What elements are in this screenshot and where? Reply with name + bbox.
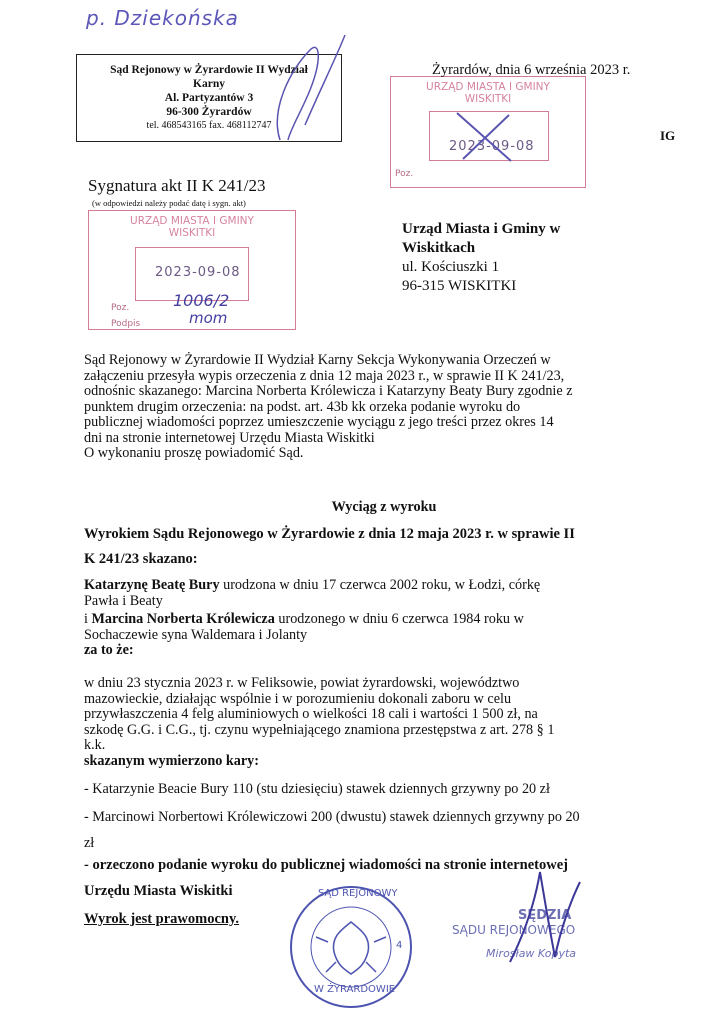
person2 xyxy=(84,612,684,659)
document-date: Żyrardów, dnia 6 września 2023 r. xyxy=(432,62,631,78)
seal-number: 4 xyxy=(396,940,403,951)
recipient-address xyxy=(402,220,642,296)
publication-line: Urzędu Miasta Wiskitki xyxy=(84,883,233,899)
judge-title: SĘDZIA xyxy=(518,908,572,923)
judge-court: SĄDU REJONOWEGO xyxy=(452,923,576,937)
handwritten-annotation: p. Dziekońska xyxy=(86,6,239,30)
crime-line: szkodę G.G. i C.G., tj. czynu wypełniającego znamiona przestępstwa z art. 278 § 1 xyxy=(84,721,555,738)
penalty-2-unit: zł xyxy=(84,835,95,851)
for-that-label: za to że: xyxy=(84,642,134,658)
court-name: Sąd Rejonowy w Żyrardowie II Wydział xyxy=(110,64,308,76)
stamp-poz-value: 1006/2 xyxy=(173,291,230,310)
publication-line: - orzeczono podanie wyroku do publicznej wiadomości na stronie internetowej xyxy=(84,857,568,873)
person2-parents: Sochaczewie syna Waldemara i Jolanty xyxy=(84,626,308,643)
person1-details: urodzona w dniu 17 czerwca 2002 roku, w Łodzi, córkę xyxy=(219,577,541,593)
court-department: Karny xyxy=(193,78,225,90)
judge-name: Mirosław Kopyta xyxy=(486,947,577,960)
seal-text-top: SĄD REJONOWY xyxy=(318,888,398,899)
extract-heading: Wyciąg z wyroku xyxy=(331,499,437,515)
penalties-heading: skazanym wymierzono kary: xyxy=(84,752,259,769)
stamp-title: URZĄD MIASTA I GMINY xyxy=(130,215,254,227)
stamp-podpis-value: mom xyxy=(189,309,228,327)
penalty-2: - Marcinowi Norbertowi Królewiczowi 200 (dwustu) stawek dziennych grzywny po 20 xyxy=(84,809,580,825)
recipient-name-line2: Wiskitkach xyxy=(402,240,476,256)
crime-line: mazowieckie, działając wspólnie i w porozumieniu dokonali zaboru w celu xyxy=(84,690,512,707)
stamp-date: 2023-09-08 xyxy=(449,139,535,154)
person1-name: Katarzynę Beatę Bury xyxy=(84,577,220,593)
paragraph-line: Sąd Rejonowy w Żyrardowie II Wydział Karny Sekcja Wykonywania Orzeczeń w xyxy=(84,352,551,368)
person1-parents: Pawła i Beaty xyxy=(84,592,163,609)
crime-line: przywłaszczenia 4 felg aluminiowych o wielkości 18 cali i wartości 1 500 zł, na xyxy=(84,706,538,722)
cover-letter-paragraph xyxy=(84,353,684,462)
recipient-postal: 96-315 WISKITKI xyxy=(402,278,517,294)
stamp-date: 2023-09-08 xyxy=(155,265,241,280)
court-postal: 96-300 Żyrardów xyxy=(166,106,252,118)
ig-mark: IG xyxy=(660,128,676,143)
paragraph-line: O wykonaniu proszę powiadomić Sąd. xyxy=(84,445,304,461)
court-street: Al. Partyzantów 3 xyxy=(164,92,254,104)
case-signature-note: (w odpowiedzi należy podać datę i sygn. akt) xyxy=(92,198,246,208)
stamp-subtitle: WISKITKI xyxy=(168,227,216,239)
recipient-street: ul. Kościuszki 1 xyxy=(402,259,500,275)
court-phone: tel. 468543165 fax. 468112747 xyxy=(146,120,272,131)
person1 xyxy=(84,578,684,609)
stamp-subtitle: WISKITKI xyxy=(464,93,512,105)
verdict-line: Wyrokiem Sądu Rejonowego w Żyrardowie z dnia 12 maja 2023 r. w sprawie II xyxy=(84,526,575,542)
crime-line: w dniu 23 stycznia 2023 r. w Feliksowie, powiat żyrardowski, województwo xyxy=(84,675,520,691)
seal-text-bottom: W ŻYRARDOWIE xyxy=(314,984,396,995)
crime-line: k.k. xyxy=(84,737,106,753)
person2-name: Marcina Norberta Królewicza xyxy=(91,611,275,627)
person1-line xyxy=(84,578,684,594)
cross-mark-icon xyxy=(449,109,519,165)
penalty-1: - Katarzynie Beacie Bury 110 (stu dziesięciu) stawek dziennych grzywny po 20 zł xyxy=(84,781,550,797)
stamp-podpis-label: Podpis xyxy=(111,319,141,329)
paragraph-line: punktem drugim orzeczenia: na podst. art. 43b kk orzeka podanie wyroku do xyxy=(84,398,521,415)
stamp-poz-label: Poz. xyxy=(111,303,130,313)
person2-prefix: i xyxy=(84,611,92,627)
paragraph-line: publicznej wiadomości poprzez umieszczenie wyciągu z jego treści przez okres 14 xyxy=(84,414,554,430)
signature-scribble-icon xyxy=(250,30,360,150)
person2-line xyxy=(84,612,684,628)
paragraph-line: odnośnic skazanego: Marcina Norberta Królewicza i Katarzyny Beaty Bury zgodnie z xyxy=(84,383,573,399)
crime-description xyxy=(84,676,684,769)
person2-details: urodzonego w dniu 6 czerwca 1984 roku w xyxy=(274,611,524,627)
paragraph-line: dni na stronie internetowej Urzędu Miasta Wiskitki xyxy=(84,429,375,446)
recipient-name-line1: Urząd Miasta i Gminy w xyxy=(402,221,561,237)
judge-signature-scribble-icon xyxy=(500,862,590,972)
received-stamp-right xyxy=(390,76,586,188)
verdict-line: K 241/23 skazano: xyxy=(84,551,198,567)
final-statement: Wyrok jest prawomocny. xyxy=(84,911,240,927)
paragraph-line: załączeniu przesyła wypis orzeczenia z dnia 12 maja 2023 r., w sprawie II K 241/23, xyxy=(84,367,565,384)
received-stamp-left xyxy=(88,210,296,330)
stamp-poz-label: Poz. xyxy=(395,169,414,179)
stamp-title: URZĄD MIASTA I GMINY xyxy=(426,81,550,93)
case-signature: Sygnatura akt II K 241/23 xyxy=(88,176,266,195)
